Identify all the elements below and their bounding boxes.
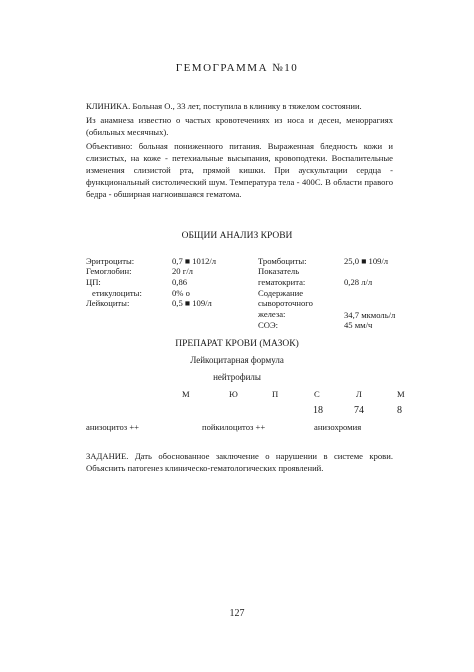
analysis-right-label: СОЭ: — [258, 320, 278, 330]
analysis-right-label: сывороточного — [258, 298, 313, 308]
objective-paragraph: Объективно: больная пониженного питания. Выраженная бледность кожи и слизистых, на коже - петехиальные высыпания, кровоподтеки. Воспалительные изменения слизистой рта, прямой кишки. При аускультации сердца - функциональный систолический шум. Температура тела - 400С. В области правого бедра - обширная нагноившаяся гематома. — [86, 141, 393, 199]
analysis-left-value: 0,5 ■ 109/л — [172, 298, 212, 308]
analysis-left-value: 0% о — [172, 288, 190, 298]
anamnesis-paragraph: Из анамнеза известно о частых кровотечениях из носа и десен, меноррагиях (обильных месячных). — [86, 115, 393, 137]
analysis-right-value: 34,7 мкмоль/л — [344, 310, 396, 320]
analysis-left-label: Гемоглобин: — [86, 266, 132, 276]
analysis-left-label: Лейкоциты: — [86, 298, 130, 308]
analysis-title: ОБЩИИ АНАЛИЗ КРОВИ — [181, 231, 293, 241]
page-title: ГЕМОГРАММА №10 — [175, 62, 299, 74]
leukocyte-formula-label: Лейкоцитарная формула — [190, 355, 284, 365]
analysis-left-value: 0,86 — [172, 277, 188, 287]
analysis-right-label: Показатель — [258, 266, 300, 276]
note-anisocytosis: анизоцитоз ++ — [86, 422, 140, 432]
analysis-left-label: етикулоциты: — [92, 288, 142, 298]
clinic-paragraph: КЛИНИКА. Больная О., 33 лет, поступила в клинику в тяжелом состоянии. — [86, 101, 362, 111]
note-anisochromia: анизохромия — [314, 422, 362, 432]
formula-header: П — [272, 389, 279, 399]
analysis-right-label: железа: — [258, 309, 286, 319]
note-poikilocytosis: пойкилоцитоз ++ — [202, 422, 266, 432]
page-number: 127 — [229, 608, 245, 619]
formula-header: М — [397, 389, 405, 399]
analysis-right-label: Содержание — [258, 288, 304, 298]
formula-value: 8 — [397, 405, 402, 416]
formula-value: 74 — [354, 405, 364, 416]
neutrophils-label: нейтрофилы — [213, 372, 261, 382]
analysis-left-label: ЦП: — [86, 277, 101, 287]
analysis-right-label: гематокрита: — [258, 277, 306, 287]
analysis-left-value: 0,7 ■ 1012/л — [172, 256, 217, 266]
formula-header: Ю — [229, 389, 238, 399]
formula-header: Л — [356, 389, 362, 399]
formula-value: 18 — [313, 405, 323, 416]
smear-title: ПРЕПАРАТ КРОВИ (МАЗОК) — [175, 339, 299, 349]
analysis-left-value: 20 г/л — [172, 266, 193, 276]
formula-header: С — [314, 389, 320, 399]
task-paragraph: ЗАДАНИЕ. Дать обоснованное заключение о нарушении в системе крови. Объяснить патогенез клиническо-гематологических проявлений. — [86, 451, 393, 473]
analysis-right-value: 45 мм/ч — [344, 320, 373, 330]
formula-header: М — [182, 389, 190, 399]
analysis-right-value: 25,0 ■ 109/л — [344, 256, 389, 266]
analysis-right-value: 0,28 л/л — [344, 277, 373, 287]
analysis-left-label: Эритроциты: — [86, 256, 135, 266]
analysis-right-label: Тромбоциты: — [258, 256, 307, 266]
